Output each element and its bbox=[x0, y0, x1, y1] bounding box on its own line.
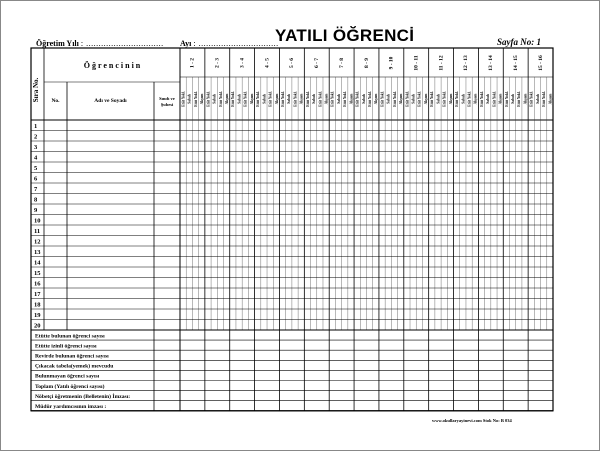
day-group-label: 1 - 2 bbox=[189, 57, 196, 69]
sub-column-label: Etüt Yokl. bbox=[343, 91, 348, 107]
sub-column-label: Sabah bbox=[510, 94, 515, 104]
sub-column-label: Etüt Yokl. bbox=[529, 91, 534, 107]
sub-column-label: Etüt Yokl. bbox=[330, 91, 335, 107]
academic-year-label: Öğretim Yılı bbox=[36, 39, 79, 48]
sub-column-label: Etüt Yokl. bbox=[218, 91, 223, 107]
name-header: Adı ve Soyadı bbox=[94, 98, 127, 104]
sub-column-label: Etüt Yokl. bbox=[430, 91, 435, 107]
row-number: 12 bbox=[34, 238, 41, 246]
sub-column-label: Etüt Yokl. bbox=[392, 91, 397, 107]
day-group-label: 14 - 15 bbox=[512, 55, 519, 71]
class-header-line1: Sınıfı ve bbox=[159, 96, 175, 101]
sub-column-label: Etüt Yokl. bbox=[193, 91, 198, 107]
sub-column-label: Etüt Yokl. bbox=[504, 91, 509, 107]
day-group-label: 4 - 5 bbox=[264, 57, 271, 69]
sub-column-label: Sabah bbox=[411, 94, 416, 104]
day-group-label: 7 - 8 bbox=[338, 57, 345, 69]
sub-column-label: Akşam bbox=[324, 93, 329, 105]
sub-column-label: Sabah bbox=[312, 94, 317, 104]
row-number: 17 bbox=[34, 291, 41, 298]
day-group-label: 15 - 16 bbox=[537, 55, 544, 71]
sub-column-label: Etüt Yokl. bbox=[492, 91, 497, 107]
day-group-label: 8 - 9 bbox=[363, 57, 370, 69]
sub-column-label: Akşam bbox=[274, 93, 279, 105]
sub-column-label: Akşam bbox=[498, 93, 503, 105]
sub-column-label: Etüt Yokl. bbox=[368, 91, 373, 107]
row-number: 16 bbox=[34, 280, 41, 288]
sub-column-label: Akşam bbox=[473, 93, 478, 105]
sub-column-label: Etüt Yokl. bbox=[305, 91, 310, 107]
row-number: 11 bbox=[34, 228, 41, 235]
day-group-label: 11 - 12 bbox=[438, 55, 445, 71]
sub-column-label: Etüt Yokl. bbox=[231, 91, 236, 107]
day-group-label: 9 - 10 bbox=[388, 56, 395, 70]
row-number: 19 bbox=[34, 312, 41, 319]
month-blank: : ................................ bbox=[193, 39, 279, 48]
row-number: 5 bbox=[34, 165, 38, 172]
sub-column-label: Sabah bbox=[486, 94, 491, 104]
summary-row-label: Müdür yardımcısının imzası : bbox=[35, 404, 107, 410]
row-number: 3 bbox=[34, 144, 38, 151]
sub-column-label: Sabah bbox=[461, 94, 466, 104]
day-group-label: 13 - 14 bbox=[488, 55, 495, 71]
student-group-header: Ö ğ r e n c i n i n bbox=[83, 61, 141, 70]
sub-column-label: Akşam bbox=[548, 93, 553, 105]
sub-column-label: Etüt Yokl. bbox=[380, 91, 385, 107]
sira-no-header: Sıra No. bbox=[32, 77, 40, 103]
summary-row-label: Bulunmayan öğrenci sayısı bbox=[35, 373, 100, 380]
sub-column-label: Akşam bbox=[399, 93, 404, 105]
day-group-label: 5 - 6 bbox=[289, 57, 296, 69]
summary-row-label: Nöbetçi öğretmenin (Belletenin) İmzası: bbox=[35, 393, 131, 400]
sub-column-label: Etüt Yokl. bbox=[206, 91, 211, 107]
sub-column-label: Etüt Yokl. bbox=[455, 91, 460, 107]
sub-column-label: Akşam bbox=[423, 93, 428, 105]
row-number: 20 bbox=[34, 322, 41, 330]
row-number: 15 bbox=[34, 270, 41, 277]
summary-row-label: Çıkacak tabela(yemek) mevcudu bbox=[35, 363, 114, 370]
sub-column-label: Sabah bbox=[386, 94, 391, 104]
sub-column-label: Sabah bbox=[237, 94, 242, 104]
sub-column-label: Etüt Yokl. bbox=[542, 91, 547, 107]
summary-row-label: Etütte izinli öğrenci sayısı bbox=[35, 343, 97, 350]
day-group-label: 2 - 3 bbox=[214, 57, 221, 69]
sub-column-label: Sabah bbox=[287, 94, 292, 104]
class-header-line2: Şubesi bbox=[160, 102, 174, 107]
no-header: No. bbox=[51, 98, 60, 104]
sub-column-label: Akşam bbox=[374, 93, 379, 105]
sub-column-label: Etüt Yokl. bbox=[293, 91, 298, 107]
row-number: 1 bbox=[34, 123, 38, 130]
sub-column-label: Etüt Yokl. bbox=[268, 91, 273, 107]
sub-column-label: Akşam bbox=[349, 93, 354, 105]
sub-column-label: Akşam bbox=[299, 93, 304, 105]
row-number: 10 bbox=[34, 217, 41, 225]
summary-row-label: Etütte bulunan öğrenci sayısı bbox=[35, 333, 105, 340]
footer-credit: www.okullaryayinevi.com Stok No: B 034 bbox=[432, 418, 512, 423]
row-number: 9 bbox=[34, 207, 38, 214]
sub-column-label: Sabah bbox=[262, 94, 267, 104]
sub-column-label: Etüt Yokl. bbox=[442, 91, 447, 107]
sub-column-label: Sabah bbox=[187, 94, 192, 104]
summary-row-label: Toplam (Yatılı öğrenci sayısı) bbox=[35, 383, 105, 390]
sub-column-label: Etüt Yokl. bbox=[280, 91, 285, 107]
sub-column-label: Akşam bbox=[200, 93, 205, 105]
day-group-label: 6 - 7 bbox=[314, 57, 321, 69]
sub-column-label: Etüt Yokl. bbox=[405, 91, 410, 107]
sub-column-label: Sabah bbox=[336, 94, 341, 104]
row-number: 4 bbox=[34, 154, 38, 162]
sub-column-label: Sabah bbox=[361, 94, 366, 104]
row-number: 7 bbox=[34, 186, 38, 193]
sub-column-label: Akşam bbox=[225, 93, 230, 105]
sub-column-label: Etüt Yokl. bbox=[355, 91, 360, 107]
academic-year-blank: : ............................... bbox=[80, 39, 164, 48]
sub-column-label: Sabah bbox=[436, 94, 441, 104]
sub-column-label: Etüt Yokl. bbox=[517, 91, 522, 107]
page-number: Sayfa No: 1 bbox=[497, 37, 541, 47]
month-label: Ayı bbox=[180, 39, 192, 48]
sub-column-label: Sabah bbox=[212, 94, 217, 104]
sub-column-label: Etüt Yokl. bbox=[479, 91, 484, 107]
row-number: 2 bbox=[34, 133, 38, 141]
sub-column-label: Etüt Yokl. bbox=[318, 91, 323, 107]
sub-column-label: Etüt Yokl. bbox=[256, 91, 261, 107]
day-group-label: 3 - 4 bbox=[239, 57, 246, 69]
sub-column-label: Etüt Yokl. bbox=[467, 91, 472, 107]
day-group-label: 10 - 11 bbox=[413, 55, 420, 71]
row-number: 18 bbox=[34, 301, 41, 309]
summary-row-label: Revirde bulunan öğrenci sayısı bbox=[35, 353, 109, 360]
row-number: 14 bbox=[34, 259, 41, 267]
row-number: 13 bbox=[34, 249, 41, 256]
row-number: 6 bbox=[34, 175, 38, 183]
sub-column-label: Etüt Yokl. bbox=[181, 91, 186, 107]
form-title: YATILI ÖĞRENCİ bbox=[275, 26, 415, 45]
sub-column-label: Etüt Yokl. bbox=[417, 91, 422, 107]
sub-column-label: Akşam bbox=[448, 93, 453, 105]
sub-column-label: Etüt Yokl. bbox=[243, 91, 248, 107]
sub-column-label: Akşam bbox=[249, 93, 254, 105]
row-number: 8 bbox=[34, 196, 38, 204]
sub-column-label: Sabah bbox=[535, 94, 540, 104]
sub-column-label: Akşam bbox=[523, 93, 528, 105]
day-group-label: 12 - 13 bbox=[463, 55, 470, 71]
